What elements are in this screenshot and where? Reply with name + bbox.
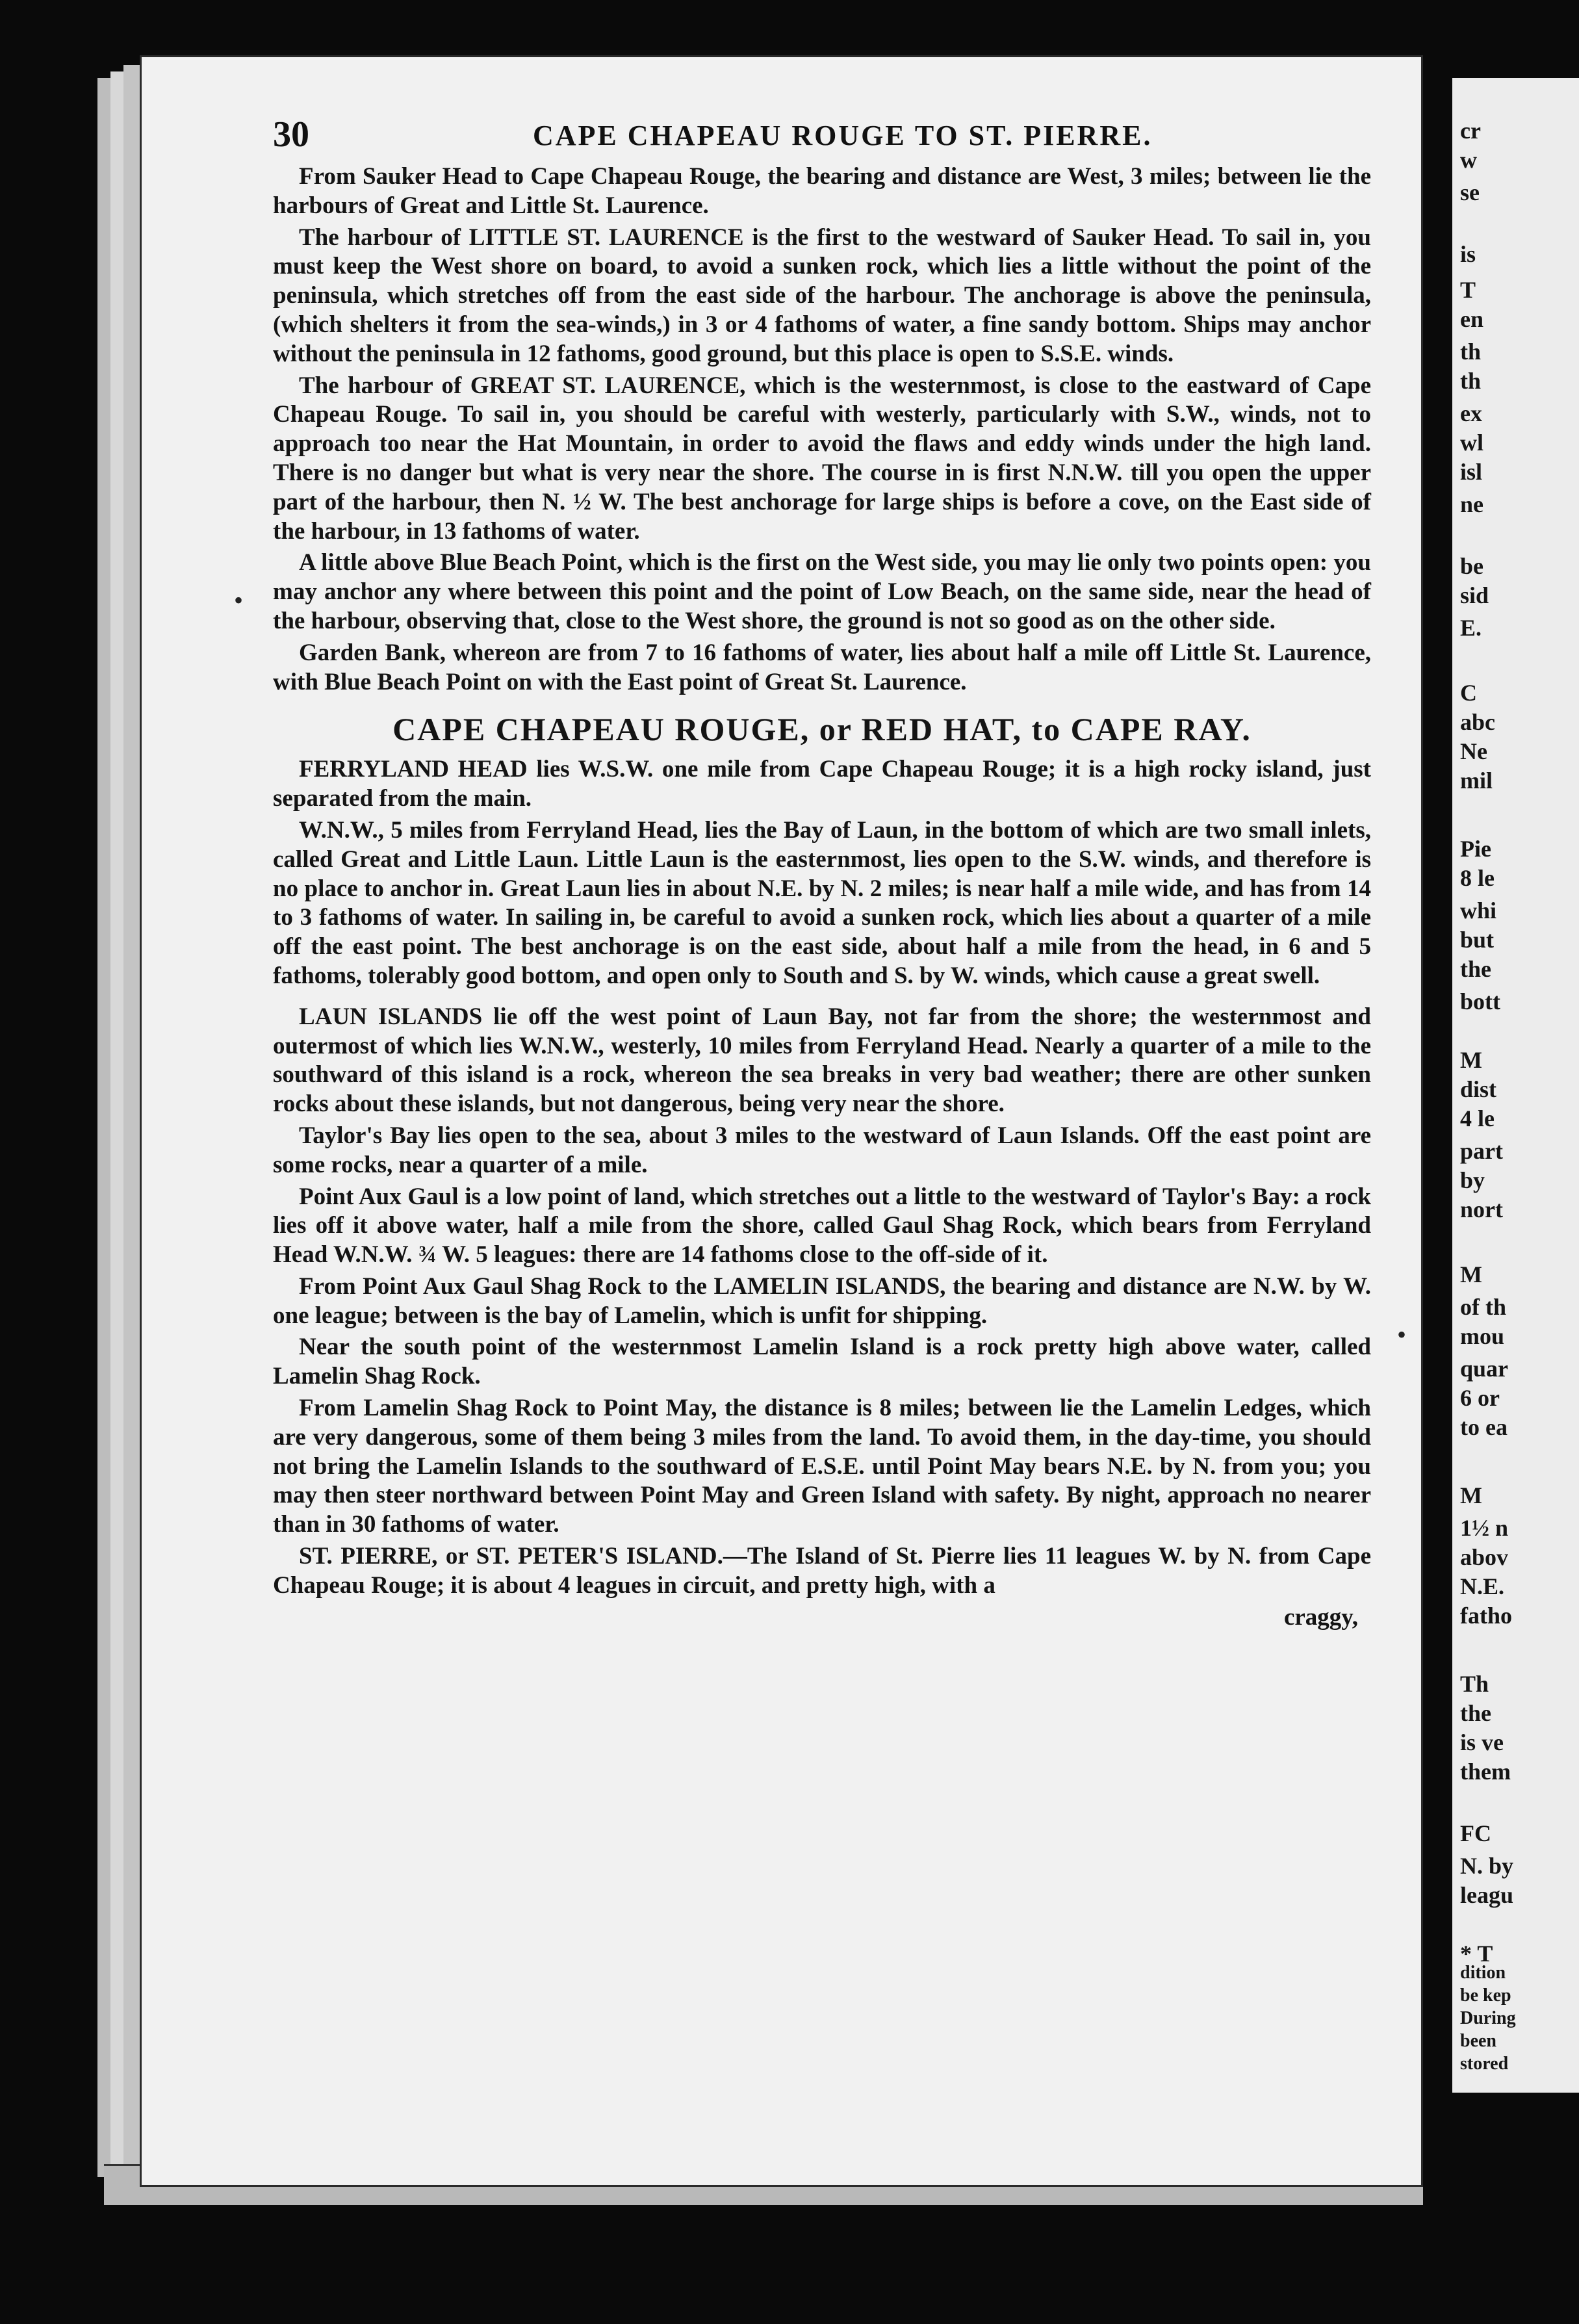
adjacent-page-fragment: C xyxy=(1460,680,1477,706)
adjacent-page-fragment: isl xyxy=(1460,459,1483,485)
adjacent-page-fragment: the xyxy=(1460,1700,1491,1726)
adjacent-page-fragment: Pie xyxy=(1460,836,1491,862)
adjacent-page-fragment: en xyxy=(1460,306,1483,332)
adjacent-page-fragment: cr xyxy=(1460,118,1481,144)
paragraph: ST. PIERRE, or ST. PETER'S ISLAND.—The Island of St. Pierre lies 11 leagues W. by N. from Cape Chapeau Rouge; it is about 4 leagues in circuit, and pretty high, with a xyxy=(273,1543,1371,1599)
adjacent-page-fragment: been xyxy=(1460,2031,1496,2051)
paragraph: From Lamelin Shag Rock to Point May, the distance is 8 miles; between lie the Lamelin Ledges, which are very dangerous, some of them being 3 miles from the land. To avoid them, in the day-time, you should not bring the Lamelin Islands to the southward of E.S.E. until Point May bears N.E. by N. from you; you may then steer northward between Point May and Green Island with safety. By night, approach no nearer than in 30 fathoms of water. xyxy=(273,1395,1371,1538)
paragraph: A little above Blue Beach Point, which is the first on the West side, you may lie only two points open: you may anchor any where between this point and the point of Low Beach, on the same side, near the head of the harbour, observing that, close to the West shore, the ground is not so good as on the other side. xyxy=(273,549,1371,634)
adjacent-page-fragment: N. by xyxy=(1460,1853,1514,1879)
adjacent-page-fragment: 1½ n xyxy=(1460,1515,1509,1541)
paragraph: From Sauker Head to Cape Chapeau Rouge, the bearing and distance are West, 3 miles; between lie the harbours of Great and Little St. Laurence. xyxy=(273,163,1371,219)
adjacent-page-fragment: them xyxy=(1460,1759,1511,1785)
paragraph: Garden Bank, whereon are from 7 to 16 fathoms of water, lies about half a mile off Little St. Laurence, with Blue Beach Point on with the East point of Great St. Laurence. xyxy=(273,639,1371,695)
adjacent-page-fragment: th xyxy=(1460,368,1482,394)
running-title: CAPE CHAPEAU ROUGE TO ST. PIERRE. xyxy=(533,120,1153,151)
adjacent-page-fragment: N.E. xyxy=(1460,1573,1505,1599)
adjacent-page-fragment: E. xyxy=(1460,615,1482,641)
adjacent-page-fragment: dition xyxy=(1460,1963,1506,1983)
adjacent-page-fragment: ne xyxy=(1460,491,1483,517)
adjacent-page-fragment: is ve xyxy=(1460,1729,1504,1755)
adjacent-page xyxy=(1452,78,1579,2093)
paragraph: Near the south point of the westernmost Lamelin Island is a rock pretty high above water, called Lamelin Shag Rock. xyxy=(273,1334,1371,1390)
adjacent-page-fragment: mou xyxy=(1460,1323,1505,1349)
adjacent-page-fragment: fatho xyxy=(1460,1603,1512,1629)
adjacent-page-fragment: of th xyxy=(1460,1294,1506,1320)
running-head xyxy=(273,114,1430,159)
adjacent-page-fragment: part xyxy=(1460,1138,1503,1164)
paragraph: FERRYLAND HEAD lies W.S.W. one mile from Cape Chapeau Rouge; it is a high rocky island, just separated from the main. xyxy=(273,756,1371,812)
adjacent-page-fragment: 6 or xyxy=(1460,1385,1500,1411)
margin-mark: • xyxy=(1397,1320,1407,1349)
adjacent-page-fragment: During xyxy=(1460,2008,1516,2028)
adjacent-page-fragment: M xyxy=(1460,1482,1482,1508)
paragraph: Point Aux Gaul is a low point of land, which stretches out a little to the westward of Taylor's Bay: a rock lies off it above water, half a mile from the shore, called Gaul Shag Rock, which bears from Ferryland Head W.N.W. ¾ W. 5 leagues: there are 14 fathoms close to the off-side of it. xyxy=(273,1183,1371,1269)
adjacent-page-fragment: * T xyxy=(1460,1941,1493,1967)
adjacent-page-fragment: the xyxy=(1460,956,1491,982)
adjacent-page-fragment: sid xyxy=(1460,582,1489,608)
paragraph: LAUN ISLANDS lie off the west point of Laun Bay, not far from the shore; the westernmost and outermost of which lies W.N.W., westerly, 10 miles from Ferryland Head. Nearly a quarter of a mile to the southward of this island is a rock, whereon the sea breaks in very bad weather; there are other sunken rocks about these islands, but not dangerous, being very near the shore. xyxy=(273,1003,1371,1118)
adjacent-page-fragment: Ne xyxy=(1460,738,1487,764)
adjacent-page-fragment: whi xyxy=(1460,897,1497,923)
adjacent-page-fragment: th xyxy=(1460,339,1482,365)
adjacent-page-fragment: stored xyxy=(1460,2054,1509,2074)
adjacent-page-fragment: M xyxy=(1460,1047,1482,1073)
adjacent-page-fragment: 4 le xyxy=(1460,1105,1495,1131)
adjacent-page-fragment: M xyxy=(1460,1261,1482,1287)
adjacent-page-fragment: ex xyxy=(1460,400,1482,426)
adjacent-page-fragment: T xyxy=(1460,277,1476,303)
body-text xyxy=(273,162,1371,1634)
adjacent-page-fragment: leagu xyxy=(1460,1882,1514,1908)
adjacent-page-fragment: wl xyxy=(1460,430,1483,456)
adjacent-page-fragment: dist xyxy=(1460,1076,1497,1102)
paragraph: The harbour of GREAT ST. LAURENCE, which is the westernmost, is close to the eastward of Cape Chapeau Rouge. To sail in, you should be careful with westerly, particularly with S.W., winds, not to approach too near the Hat Mountain, in order to avoid the flaws and eddy winds under the high land. There is no danger but what is very near the shore. The course in is first N.N.W. till you open the upper part of the harbour, then N. ½ W. The best anchorage for large ships is before a cove, on the East side of the harbour, in 13 fathoms of water. xyxy=(273,372,1371,545)
adjacent-page-fragment: Th xyxy=(1460,1671,1489,1697)
adjacent-page-fragment: bott xyxy=(1460,988,1500,1014)
adjacent-page-fragment: abov xyxy=(1460,1544,1509,1570)
adjacent-page-fragment: be kep xyxy=(1460,1985,1511,2006)
adjacent-page-fragment: nort xyxy=(1460,1196,1503,1222)
adjacent-page-fragment: 8 le xyxy=(1460,865,1495,891)
adjacent-page-fragment: is xyxy=(1460,241,1476,267)
adjacent-page-fragment: mil xyxy=(1460,768,1493,794)
paragraph: W.N.W., 5 miles from Ferryland Head, lies the Bay of Laun, in the bottom of which are two small inlets, called Great and Little Laun. Little Laun is the easternmost, lies open to the S.W. winds, and therefore is no place to anchor in. Great Laun lies in about N.E. by N. 2 miles; is near half a mile wide, and has from 14 to 3 fathoms of water. In sailing in, be careful to avoid a sunken rock, which lies about a quarter of a mile off the east point. The best anchorage is on the east side, about half a mile from the head, in 6 and 5 fathoms, tolerably good bottom, and open only to South and S. by W. winds, which cause a great swell. xyxy=(273,816,1371,989)
paragraph: The harbour of LITTLE ST. LAURENCE is the first to the westward of Sauker Head. To sail in, you must keep the West shore on board, to avoid a sunken rock, which lies a little without the point of the peninsula, which stretches off from the east side of the harbour. The anchorage is above the peninsula, (which shelters it from the sea-winds,) in 3 or 4 fathoms of water, a fine sandy bottom. Ships may anchor without the peninsula in 12 fathoms, good ground, but this place is open to S.S.E. winds. xyxy=(273,224,1371,367)
adjacent-page-fragment: abc xyxy=(1460,709,1495,735)
adjacent-page-fragment: to ea xyxy=(1460,1414,1508,1440)
adjacent-page-fragment: by xyxy=(1460,1167,1485,1193)
section-heading: CAPE CHAPEAU ROUGE, or RED HAT, to CAPE RAY. xyxy=(392,711,1252,748)
adjacent-page-fragment: FC xyxy=(1460,1820,1491,1846)
paragraph: From Point Aux Gaul Shag Rock to the LAMELIN ISLANDS, the bearing and distance are N.W. by W. one league; between is the bay of Lamelin, which is unfit for shipping. xyxy=(273,1272,1371,1329)
paragraph: Taylor's Bay lies open to the sea, about 3 miles to the westward of Laun Islands. Off the east point are some rocks, near a quarter of a mile. xyxy=(273,1122,1371,1178)
page-number: 30 xyxy=(273,114,309,155)
adjacent-page-fragment: but xyxy=(1460,927,1495,953)
adjacent-page-fragment: w xyxy=(1460,147,1477,173)
adjacent-page-fragment: be xyxy=(1460,553,1483,579)
adjacent-page-fragment: se xyxy=(1460,179,1480,205)
margin-mark: • xyxy=(234,586,244,615)
catchword: craggy, xyxy=(1283,1603,1358,1631)
adjacent-page-fragment: quar xyxy=(1460,1356,1509,1382)
